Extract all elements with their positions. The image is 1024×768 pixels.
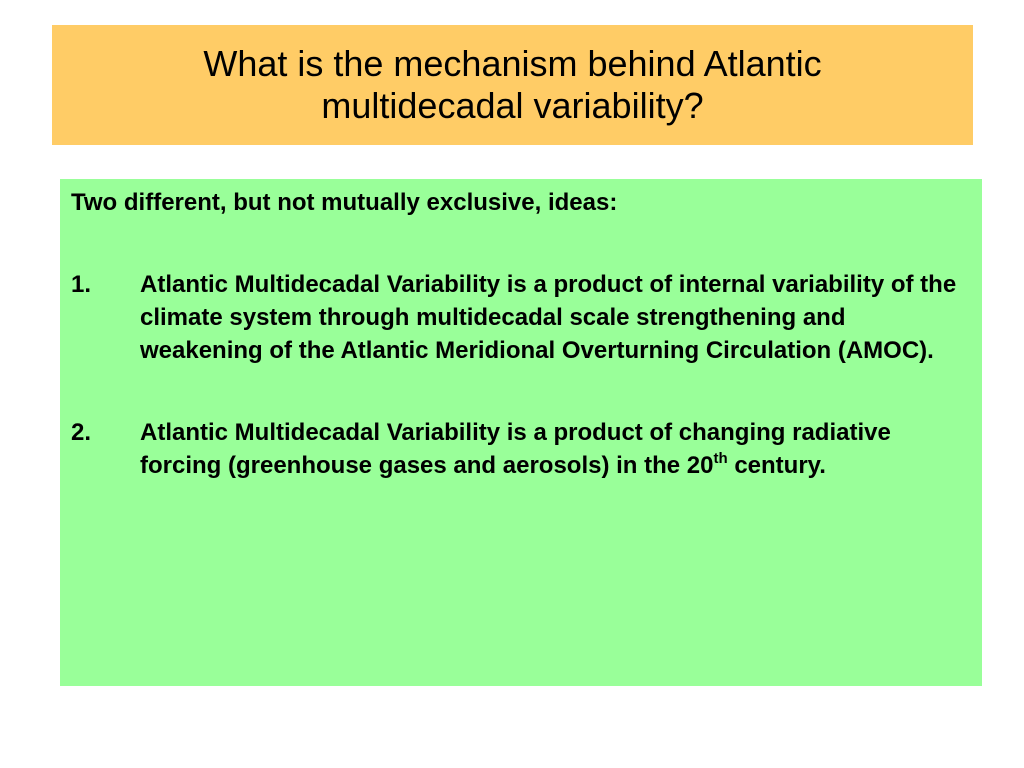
list-text-2-main: Atlantic Multidecadal Variability is a product of changing radiative forcing (greenhouse gases and aerosols) in the 20: [140, 419, 891, 479]
list-number-2: 2.: [71, 419, 92, 446]
list-text-2-end: century.: [727, 452, 826, 479]
list-item-2: [71, 416, 962, 482]
list-text-1: Atlantic Multidecadal Variability is a product of internal variability of the climate system through multidecadal scale strengthening and weakening of the Atlantic Meridional Overturning Circulation (AMOC).: [140, 271, 957, 364]
list-text-2: [140, 416, 962, 482]
list-number-1: 1.: [71, 271, 92, 298]
intro-text: Two different, but not mutually exclusive, ideas:: [71, 189, 618, 216]
ordinal-superscript: th: [713, 450, 728, 467]
list-item-1: [71, 268, 962, 367]
slide-title: What is the mechanism behind Atlantic multidecadal variability?: [203, 43, 822, 126]
title-box: [52, 25, 973, 145]
content-box: [60, 179, 982, 686]
